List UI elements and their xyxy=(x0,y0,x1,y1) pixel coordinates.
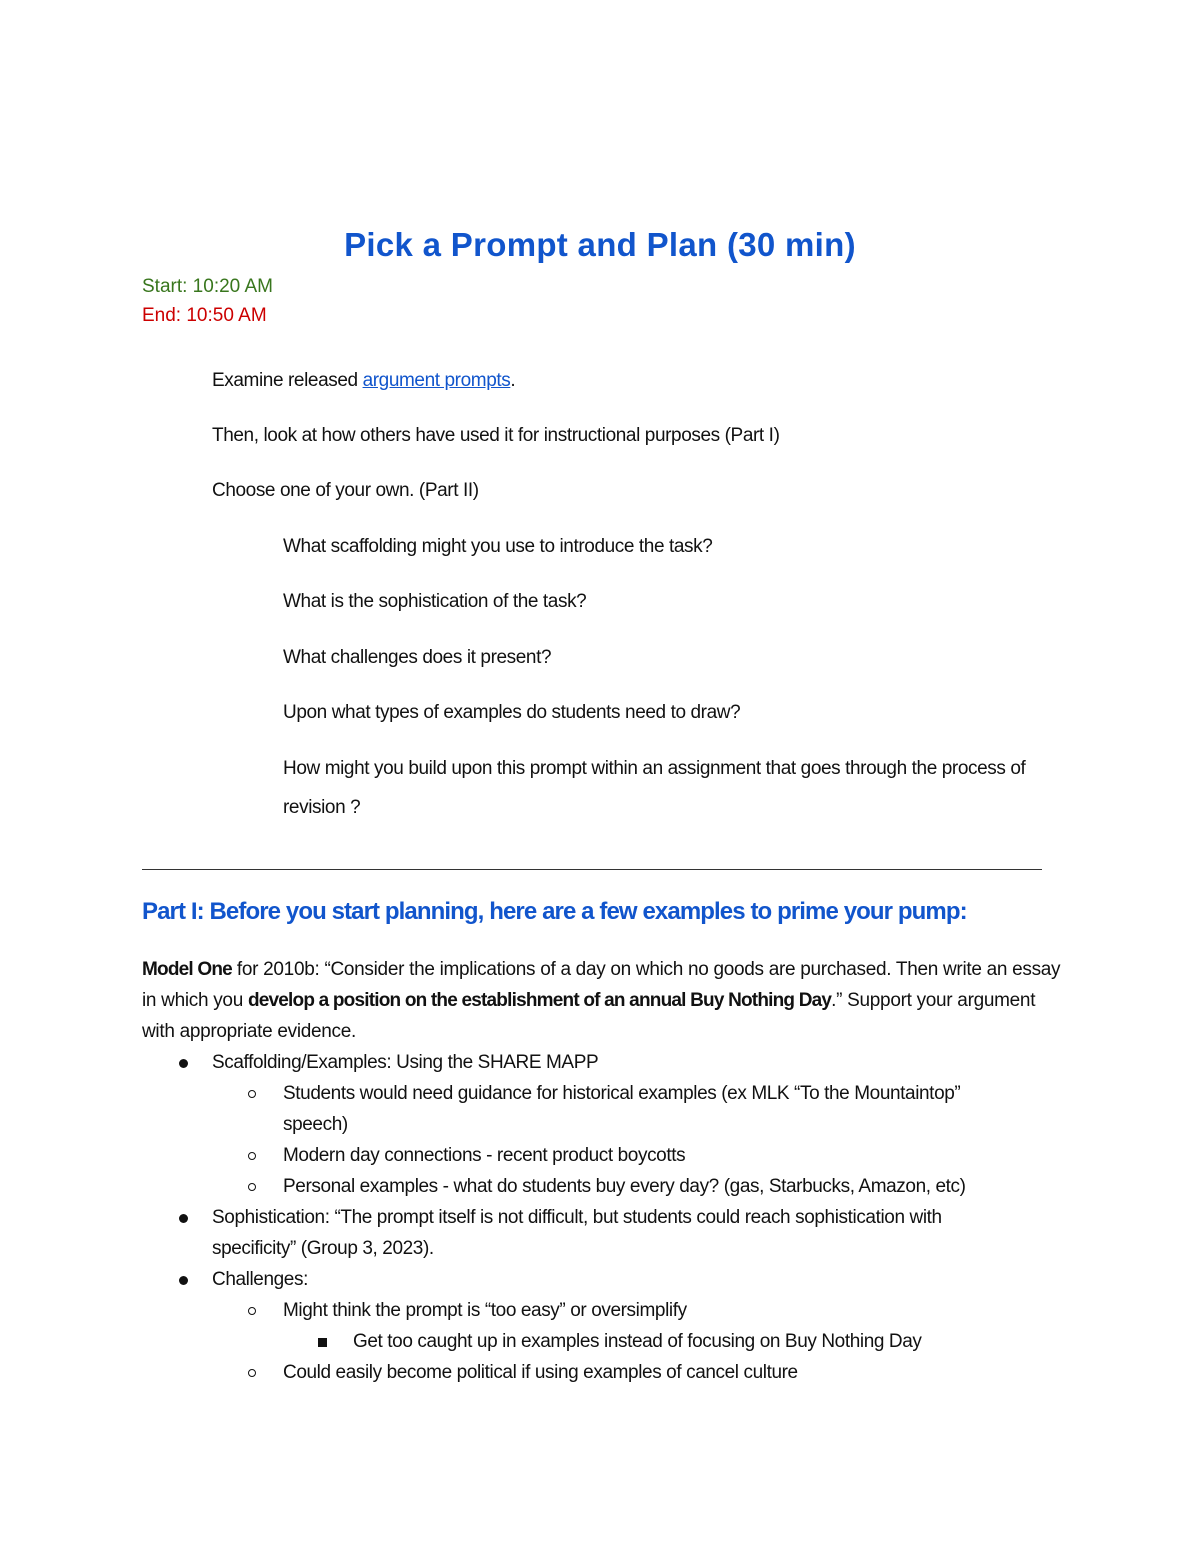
bullet-circle-icon xyxy=(248,1183,256,1191)
question-sophistication: What is the sophistication of the task? xyxy=(283,591,587,612)
bullet-circle-icon xyxy=(248,1090,256,1098)
list-item-scaffolding: Scaffolding/Examples: Using the SHARE MAPP xyxy=(212,1052,599,1073)
list-item-personal: Personal examples - what do students buy every day? (gas, Starbucks, Amazon, etc) xyxy=(283,1176,966,1197)
start-time: Start: 10:20 AM xyxy=(142,276,273,297)
model-one-bold-text: develop a position on the establishment of an annual Buy Nothing Day xyxy=(247,990,832,1011)
examine-prefix: Examine released xyxy=(212,370,363,391)
list-item-historical: Students would need guidance for historical examples (ex MLK “To the Mountaintop” xyxy=(283,1083,961,1104)
end-time: End: 10:50 AM xyxy=(142,305,267,326)
model-one-text-2: .” Support your argument with appropriate evidence. xyxy=(142,990,1036,1042)
examine-line xyxy=(212,369,515,393)
list-item-sophistication-cont: specificity” (Group 3, 2023). xyxy=(212,1238,434,1259)
list-item-caught-up: Get too caught up in examples instead of focusing on Buy Nothing Day xyxy=(353,1331,922,1352)
model-one-text-1: for 2010b: “Consider the implications of a day on which no goods are purchased. Then write an essay in which you xyxy=(142,959,1061,1011)
model-one-label: Model One xyxy=(142,959,232,980)
bullet-circle-icon xyxy=(248,1152,256,1160)
part1-heading: Part I: Before you start planning, here are a few examples to prime your pump: xyxy=(142,898,967,925)
question-revision: How might you build upon this prompt within an assignment that goes through the process of revision ? xyxy=(283,758,1026,818)
then-line: Then, look at how others have used it for instructional purposes (Part I) xyxy=(212,425,780,446)
argument-prompts-link[interactable]: argument prompts xyxy=(362,370,511,391)
bullet-square-icon xyxy=(318,1338,327,1347)
model-one-paragraph xyxy=(142,954,1072,1047)
bullet-disc-icon xyxy=(179,1059,188,1068)
bullet-disc-icon xyxy=(179,1214,188,1223)
question-scaffolding: What scaffolding might you use to introduce the task? xyxy=(283,536,713,557)
examine-suffix: . xyxy=(510,370,516,391)
page-title: Pick a Prompt and Plan (30 min) xyxy=(344,226,856,263)
question-challenges: What challenges does it present? xyxy=(283,647,552,668)
list-item-too-easy: Might think the prompt is “too easy” or oversimplify xyxy=(283,1300,687,1321)
list-item-political: Could easily become political if using examples of cancel culture xyxy=(283,1362,798,1383)
list-item-historical-cont: speech) xyxy=(283,1114,348,1135)
bullet-disc-icon xyxy=(179,1276,188,1285)
bullet-circle-icon xyxy=(248,1369,256,1377)
list-item-challenges: Challenges: xyxy=(212,1269,308,1290)
choose-line: Choose one of your own. (Part II) xyxy=(212,480,479,501)
question-examples: Upon what types of examples do students need to draw? xyxy=(283,702,741,723)
bullet-circle-icon xyxy=(248,1307,256,1315)
list-item-modern: Modern day connections - recent product boycotts xyxy=(283,1145,686,1166)
horizontal-divider xyxy=(142,869,1042,870)
list-item-sophistication: Sophistication: “The prompt itself is not difficult, but students could reach sophistication with xyxy=(212,1207,942,1228)
